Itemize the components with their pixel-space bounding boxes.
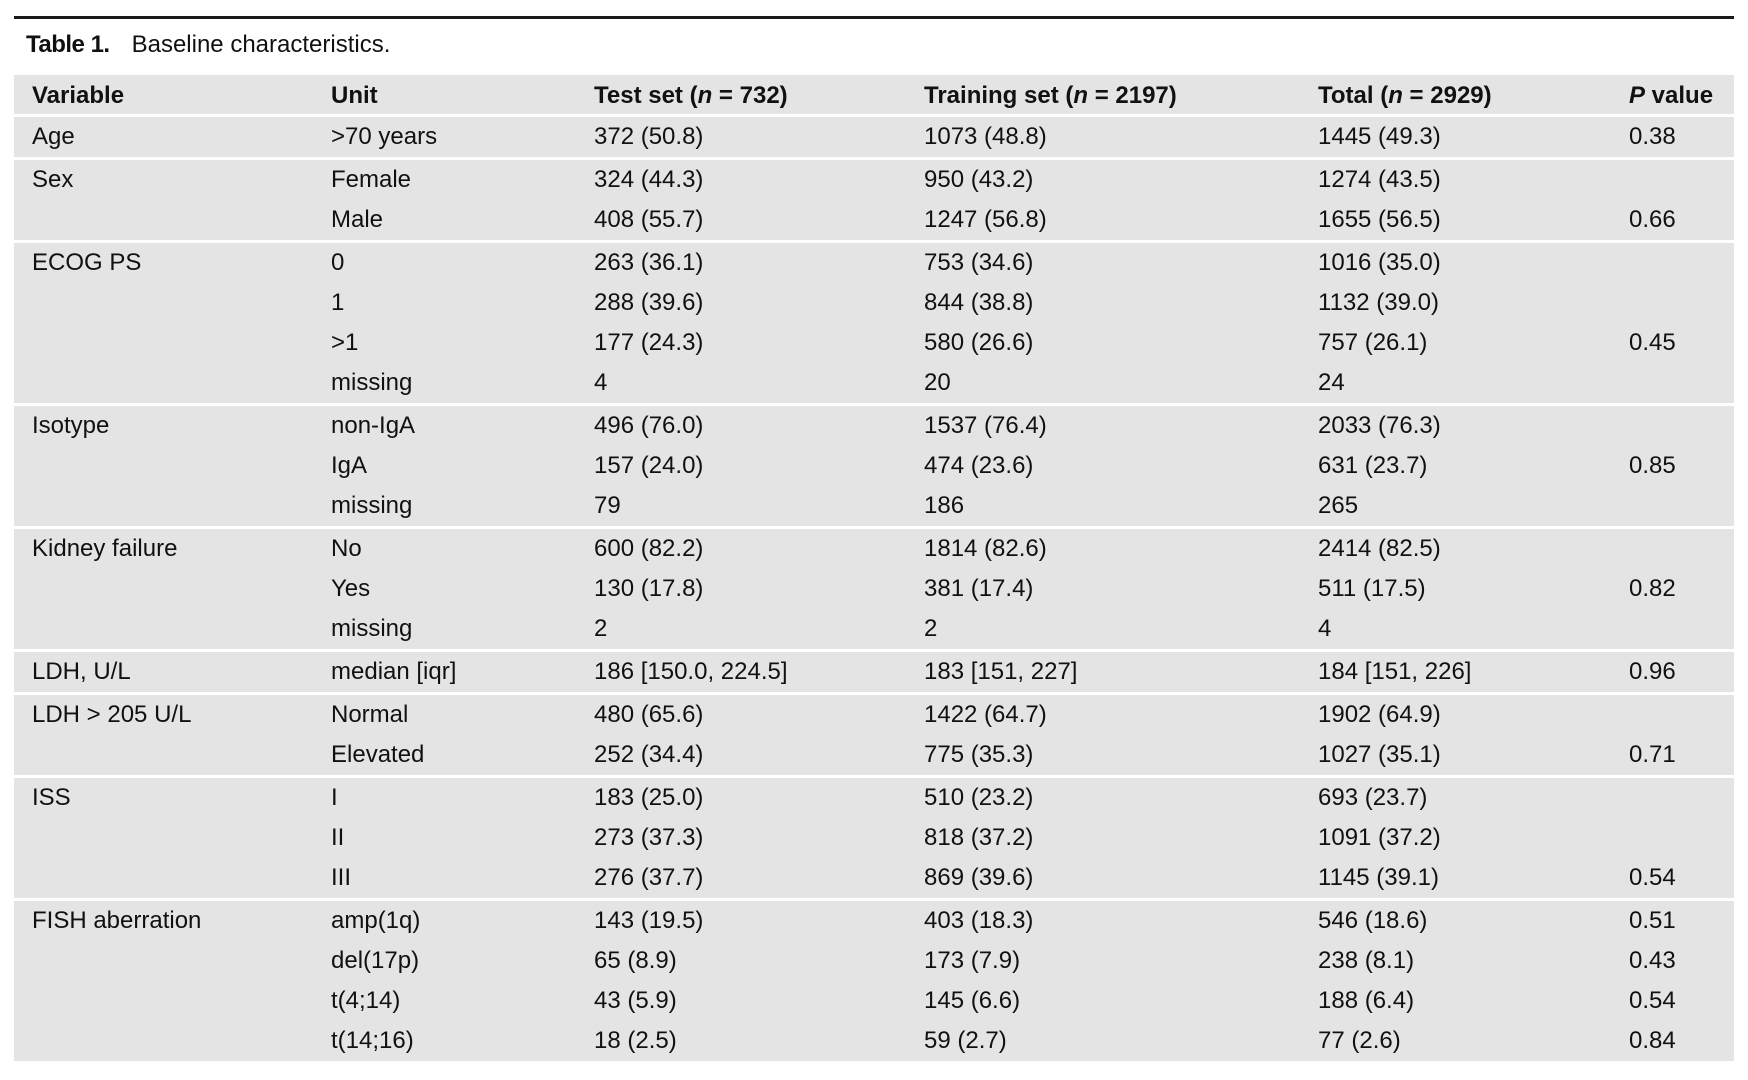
table-body	[14, 117, 1734, 1061]
cell-unit: >70 years	[313, 117, 576, 160]
cell-test-set: 252 (34.4)	[576, 735, 906, 778]
cell-unit: IgA	[331, 452, 368, 479]
cell-p-value	[1611, 609, 1734, 652]
cell-p-value: 0.84	[1629, 1027, 1676, 1054]
header-variable: Variable	[14, 75, 313, 117]
table-row	[14, 200, 1734, 243]
cell-unit: t(4;14)	[331, 987, 401, 1014]
cell-total: 1091 (37.2)	[1318, 824, 1441, 851]
header-total: Total (n = 2929)	[1300, 75, 1611, 117]
cell-unit: I	[331, 784, 338, 811]
cell-p-value: 0.54	[1629, 987, 1676, 1014]
cell-test-set: 186 [150.0, 224.5]	[576, 652, 906, 695]
cell-unit: missing	[313, 363, 576, 406]
cell-variable	[14, 735, 313, 778]
header-test-set: Test set (n = 732)	[576, 75, 906, 117]
cell-p-value	[1611, 695, 1734, 735]
cell-unit: 0	[331, 249, 345, 276]
cell-variable	[14, 283, 313, 323]
cell-total: 238 (8.1)	[1318, 947, 1415, 974]
cell-training-set: 1073 (48.8)	[906, 117, 1300, 160]
header-unit: Unit	[313, 75, 576, 117]
cell-total: 4	[1300, 609, 1611, 652]
cell-training-set: 844 (38.8)	[924, 289, 1034, 316]
table-row	[14, 446, 1734, 486]
cell-total: 1016 (35.0)	[1318, 249, 1441, 276]
cell-training-set: 580 (26.6)	[924, 329, 1034, 356]
cell-training-set: 59 (2.7)	[924, 1027, 1007, 1054]
cell-training-set: 510 (23.2)	[924, 784, 1034, 811]
cell-variable: Age	[14, 117, 313, 160]
cell-total: 24	[1300, 363, 1611, 406]
cell-variable: ECOG PS	[32, 249, 142, 276]
cell-training-set: 1537 (76.4)	[924, 412, 1047, 439]
table-row	[14, 323, 1734, 363]
baseline-characteristics-table	[14, 75, 1734, 1061]
cell-p-value	[1611, 363, 1734, 406]
cell-test-set: 4	[576, 363, 906, 406]
cell-p-value	[1611, 283, 1734, 323]
table-row	[14, 981, 1734, 1021]
cell-total: 184 [151, 226]	[1300, 652, 1611, 695]
table-caption	[26, 28, 390, 62]
cell-total: 265	[1300, 486, 1611, 529]
cell-total: 1902 (64.9)	[1318, 701, 1441, 728]
cell-p-value	[1611, 529, 1734, 569]
cell-test-set: 324 (44.3)	[594, 166, 704, 193]
table-row	[14, 569, 1734, 609]
cell-total: 757 (26.1)	[1318, 329, 1428, 356]
cell-test-set: 177 (24.3)	[594, 329, 704, 356]
cell-variable	[14, 818, 313, 858]
cell-test-set: 263 (36.1)	[594, 249, 704, 276]
table-row	[14, 695, 1734, 735]
cell-test-set: 496 (76.0)	[594, 412, 704, 439]
cell-variable	[14, 486, 313, 529]
cell-unit: t(14;16)	[331, 1027, 414, 1054]
cell-variable: ISS	[32, 784, 71, 811]
cell-test-set: 143 (19.5)	[594, 907, 704, 934]
cell-total: 1445 (49.3)	[1300, 117, 1611, 160]
cell-unit: Male	[313, 200, 576, 243]
table-row	[14, 652, 1734, 695]
cell-unit: >1	[331, 329, 359, 356]
cell-total: 1655 (56.5)	[1300, 200, 1611, 243]
cell-training-set: 1422 (64.7)	[924, 701, 1047, 728]
table-row	[14, 406, 1734, 446]
cell-total: 77 (2.6)	[1318, 1027, 1401, 1054]
cell-unit: median [iqr]	[313, 652, 576, 695]
header-p-value: P value	[1611, 75, 1734, 117]
top-rule	[14, 16, 1734, 19]
cell-p-value: 0.51	[1629, 907, 1676, 934]
cell-total: 1274 (43.5)	[1318, 166, 1441, 193]
table-row	[14, 486, 1734, 529]
cell-total: 1027 (35.1)	[1300, 735, 1611, 778]
cell-training-set: 145 (6.6)	[924, 987, 1021, 1014]
table-title: Baseline characteristics.	[131, 31, 391, 58]
cell-variable	[14, 363, 313, 406]
cell-test-set: 79	[576, 486, 906, 529]
cell-training-set: 186	[906, 486, 1300, 529]
cell-variable: LDH, U/L	[14, 652, 313, 695]
cell-p-value: 0.85	[1629, 452, 1676, 479]
table-row	[14, 363, 1734, 406]
table-row	[14, 735, 1734, 778]
cell-total: 693 (23.7)	[1318, 784, 1428, 811]
cell-variable	[14, 200, 313, 243]
cell-unit: non-IgA	[331, 412, 416, 439]
cell-test-set: 288 (39.6)	[594, 289, 704, 316]
cell-test-set: 600 (82.2)	[594, 535, 704, 562]
cell-unit: 1	[331, 289, 345, 316]
cell-training-set: 474 (23.6)	[924, 452, 1034, 479]
header-training-set: Training set (n = 2197)	[906, 75, 1300, 117]
cell-training-set: 173 (7.9)	[924, 947, 1021, 974]
cell-variable: FISH aberration	[32, 907, 202, 934]
cell-test-set: 18 (2.5)	[594, 1027, 677, 1054]
cell-p-value: 0.54	[1611, 858, 1734, 901]
cell-p-value	[1611, 778, 1734, 818]
cell-variable	[14, 323, 313, 363]
cell-test-set: 65 (8.9)	[594, 947, 677, 974]
table-row	[14, 243, 1734, 283]
cell-unit: missing	[313, 486, 576, 529]
table-row	[14, 609, 1734, 652]
cell-p-value: 0.96	[1611, 652, 1734, 695]
cell-p-value	[1611, 486, 1734, 529]
cell-training-set: 869 (39.6)	[906, 858, 1300, 901]
cell-variable	[14, 446, 313, 486]
cell-variable: LDH > 205 U/L	[32, 701, 192, 728]
table-row	[14, 778, 1734, 818]
cell-variable: Kidney failure	[32, 535, 178, 562]
cell-p-value: 0.38	[1611, 117, 1734, 160]
cell-training-set: 20	[906, 363, 1300, 406]
header-row	[14, 75, 1734, 117]
cell-variable	[14, 981, 313, 1021]
table-row	[14, 529, 1734, 569]
cell-unit: missing	[313, 609, 576, 652]
cell-variable	[14, 858, 313, 901]
cell-p-value	[1611, 406, 1734, 446]
cell-test-set: 183 (25.0)	[594, 784, 704, 811]
cell-training-set: 381 (17.4)	[924, 575, 1034, 602]
cell-p-value	[1611, 818, 1734, 858]
cell-p-value: 0.43	[1629, 947, 1676, 974]
cell-variable	[14, 569, 313, 609]
table-row	[14, 941, 1734, 981]
cell-unit: Female	[331, 166, 412, 193]
cell-test-set: 276 (37.7)	[576, 858, 906, 901]
table-label: Table 1.	[26, 31, 110, 58]
table-row	[14, 858, 1734, 901]
cell-total: 2414 (82.5)	[1318, 535, 1441, 562]
cell-test-set: 273 (37.3)	[594, 824, 704, 851]
table-row	[14, 1021, 1734, 1061]
cell-test-set: 408 (55.7)	[576, 200, 906, 243]
cell-total: 2033 (76.3)	[1318, 412, 1441, 439]
cell-training-set: 1814 (82.6)	[924, 535, 1047, 562]
table-row	[14, 818, 1734, 858]
cell-training-set: 2	[906, 609, 1300, 652]
cell-test-set: 130 (17.8)	[594, 575, 704, 602]
cell-variable	[14, 1021, 313, 1061]
cell-training-set: 775 (35.3)	[906, 735, 1300, 778]
cell-unit: III	[313, 858, 576, 901]
cell-p-value: 0.66	[1611, 200, 1734, 243]
cell-p-value: 0.71	[1611, 735, 1734, 778]
table-row	[14, 117, 1734, 160]
cell-unit: amp(1q)	[331, 907, 421, 934]
cell-test-set: 372 (50.8)	[576, 117, 906, 160]
cell-training-set: 1247 (56.8)	[906, 200, 1300, 243]
cell-unit: II	[331, 824, 345, 851]
table-row	[14, 160, 1734, 200]
cell-training-set: 183 [151, 227]	[906, 652, 1300, 695]
cell-total: 1145 (39.1)	[1300, 858, 1611, 901]
cell-p-value	[1611, 160, 1734, 200]
cell-test-set: 43 (5.9)	[594, 987, 677, 1014]
cell-training-set: 950 (43.2)	[924, 166, 1034, 193]
cell-unit: del(17p)	[331, 947, 420, 974]
cell-variable	[14, 609, 313, 652]
cell-variable: Isotype	[32, 412, 110, 439]
cell-p-value: 0.45	[1629, 329, 1676, 356]
cell-training-set: 753 (34.6)	[924, 249, 1034, 276]
table-row	[14, 901, 1734, 941]
cell-variable: Sex	[32, 166, 74, 193]
cell-total: 1132 (39.0)	[1318, 289, 1439, 316]
cell-total: 511 (17.5)	[1318, 575, 1426, 602]
cell-test-set: 2	[576, 609, 906, 652]
cell-total: 631 (23.7)	[1318, 452, 1428, 479]
cell-unit: Elevated	[313, 735, 576, 778]
cell-p-value	[1611, 243, 1734, 283]
cell-training-set: 818 (37.2)	[924, 824, 1034, 851]
cell-test-set: 480 (65.6)	[594, 701, 704, 728]
cell-unit: Normal	[331, 701, 409, 728]
cell-training-set: 403 (18.3)	[924, 907, 1034, 934]
cell-p-value: 0.82	[1629, 575, 1676, 602]
cell-variable	[14, 941, 313, 981]
cell-unit: Yes	[331, 575, 371, 602]
cell-total: 188 (6.4)	[1318, 987, 1415, 1014]
cell-unit: No	[331, 535, 362, 562]
cell-total: 546 (18.6)	[1318, 907, 1428, 934]
table-row	[14, 283, 1734, 323]
cell-test-set: 157 (24.0)	[594, 452, 704, 479]
